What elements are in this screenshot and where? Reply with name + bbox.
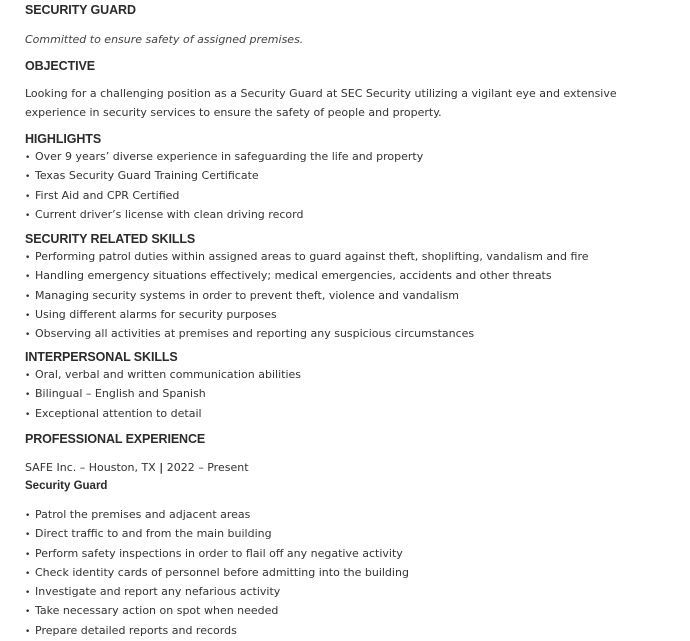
bullet-icon: •	[25, 272, 31, 283]
highlights-list	[25, 148, 423, 225]
bullet-icon: •	[25, 390, 31, 401]
list-item	[25, 583, 409, 602]
experience-duties-list	[25, 506, 409, 641]
bullet-icon: •	[25, 588, 31, 599]
bullet-icon: •	[25, 210, 31, 221]
bullet-icon: •	[25, 330, 31, 341]
objective-text: Looking for a challenging position as a Security Guard at SEC Security utilizing a vigilant eye and extensive experience in security services to ensure the safety of people and property.	[25, 87, 617, 119]
list-item	[25, 248, 589, 267]
bullet-icon: •	[25, 172, 31, 183]
list-item-text: Perform safety inspections in order to flail off any negative activity	[35, 546, 403, 560]
list-item	[25, 287, 589, 306]
list-item	[25, 622, 409, 641]
list-item	[25, 405, 301, 424]
bullet-icon: •	[25, 153, 31, 163]
list-item	[25, 167, 423, 186]
list-item-text: Investigate and report any nefarious activity	[35, 585, 281, 599]
list-item	[25, 306, 589, 325]
bullet-icon: •	[25, 253, 31, 263]
bullet-icon: •	[25, 626, 31, 637]
list-item	[25, 187, 423, 206]
bullet-icon: •	[25, 568, 31, 579]
list-item-text: Oral, verbal and written communication abilities	[35, 368, 301, 381]
list-item	[25, 564, 409, 583]
list-item	[25, 366, 301, 385]
resume-tagline: Committed to ensure safety of assigned premises.	[25, 33, 304, 46]
job-dates: 2022 – Present	[166, 461, 249, 474]
list-item-text: Managing security systems in order to prevent theft, violence and vandalism	[35, 288, 459, 302]
list-item	[25, 525, 409, 544]
list-item-text: Performing patrol duties within assigned areas to guard against theft, shoplifting, vandalism and fire	[35, 250, 589, 263]
list-item-text: Current driver’s license with clean driving record	[35, 207, 304, 221]
list-item	[25, 506, 409, 525]
list-item	[25, 206, 423, 225]
list-item-text: Check identity cards of personnel before admitting into the building	[35, 565, 409, 579]
bullet-icon: •	[25, 511, 31, 521]
job-company-line	[25, 461, 249, 474]
resume-title: SECURITY GUARD	[25, 3, 136, 17]
list-item	[25, 545, 409, 564]
list-item-text: Observing all activities at premises and reporting any suspicious circumstances	[35, 327, 475, 341]
objective-heading: OBJECTIVE	[25, 59, 95, 73]
bullet-icon: •	[25, 607, 31, 618]
list-item-text: Texas Security Guard Training Certificate	[35, 169, 259, 183]
bullet-icon: •	[25, 371, 31, 381]
bullet-icon: •	[25, 310, 31, 321]
security-skills-heading: SECURITY RELATED SKILLS	[25, 232, 196, 246]
list-item-text: First Aid and CPR Certified	[35, 188, 180, 202]
list-item-text: Bilingual – English and Spanish	[35, 387, 206, 401]
list-item-text: Take necessary action on spot when needed	[35, 604, 279, 618]
list-item-text: Using different alarms for security purposes	[35, 307, 277, 321]
list-item-text: Prepare detailed reports and records	[35, 623, 237, 637]
highlights-heading: HIGHLIGHTS	[25, 132, 102, 146]
list-item-text: Handling emergency situations effectively; medical emergencies, accidents and other threats	[35, 269, 552, 283]
job-separator: |	[159, 461, 164, 474]
list-item-text: Patrol the premises and adjacent areas	[35, 508, 251, 521]
bullet-icon: •	[25, 549, 31, 560]
list-item	[25, 385, 301, 404]
list-item	[25, 602, 409, 621]
job-company-location: SAFE Inc. – Houston, TX	[25, 461, 156, 474]
bullet-icon: •	[25, 291, 31, 302]
bullet-icon: •	[25, 530, 31, 541]
security-skills-list	[25, 248, 589, 344]
interpersonal-skills-list	[25, 366, 301, 424]
list-item-text: Direct traffic to and from the main building	[35, 527, 272, 541]
list-item	[25, 267, 589, 286]
interpersonal-skills-heading: INTERPERSONAL SKILLS	[25, 350, 178, 364]
list-item-text: Exceptional attention to detail	[35, 406, 202, 420]
list-item-text: Over 9 years’ diverse experience in safeguarding the life and property	[35, 150, 424, 163]
list-item	[25, 325, 589, 344]
experience-heading: PROFESSIONAL EXPERIENCE	[25, 432, 206, 446]
bullet-icon: •	[25, 409, 31, 420]
list-item	[25, 148, 423, 167]
bullet-icon: •	[25, 191, 31, 202]
job-title: Security Guard	[25, 480, 108, 492]
